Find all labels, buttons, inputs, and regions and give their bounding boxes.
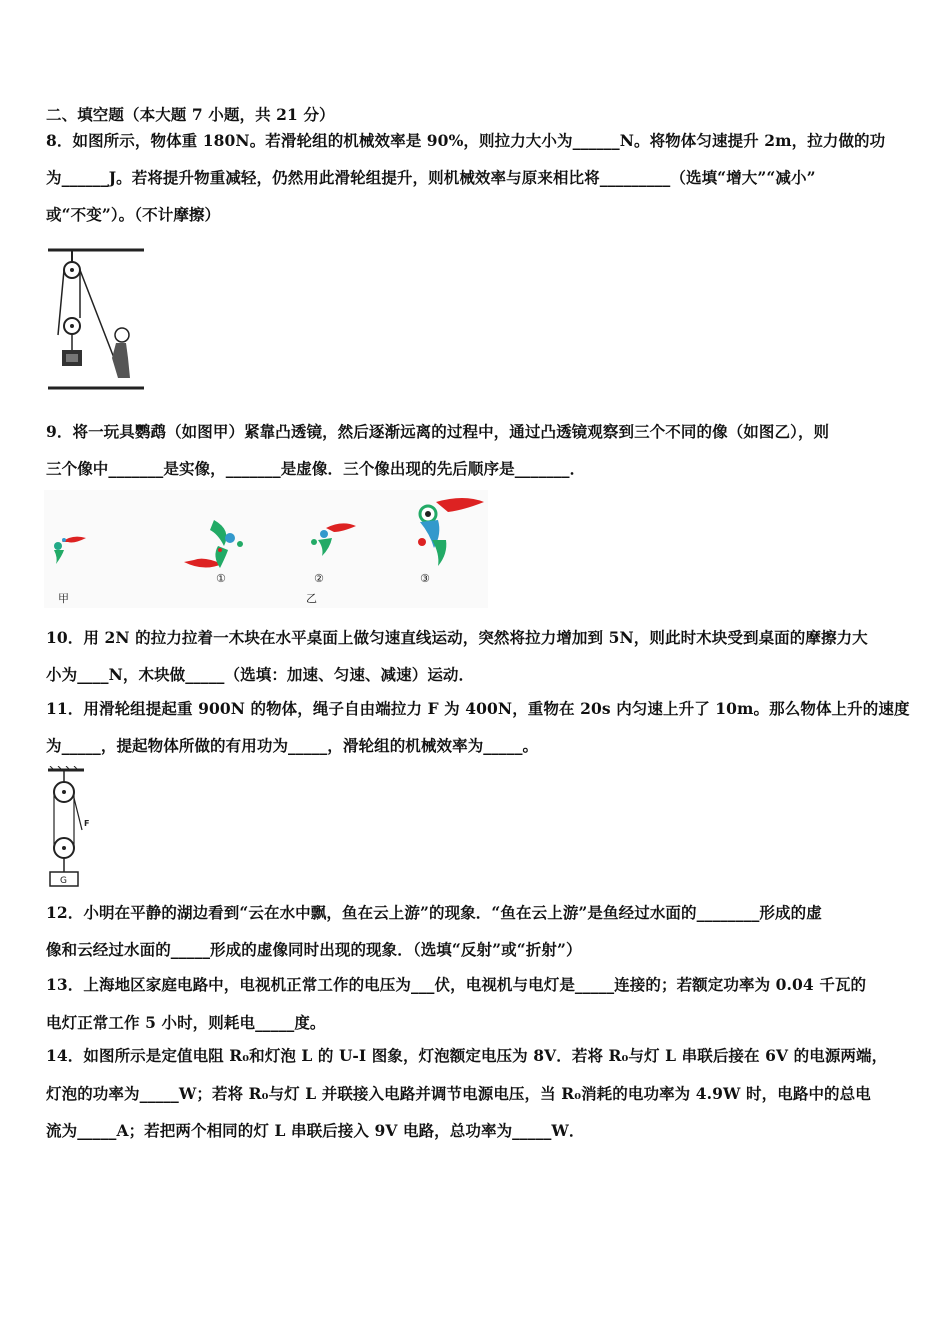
- q9-line-2: 三个像中_______是实像，_______是虚像．三个像出现的先后顺序是_______．: [46, 459, 586, 478]
- q14-line-1: 14．如图所示是定值电阻 R₀和灯泡 L 的 U-I 图象，灯泡额定电压为 8V．若将 R₀与灯 L 串联后接在 6V 的电源两端，: [46, 1046, 888, 1065]
- q9-line-1: 9．将一玩具鹦鹉（如图甲）紧靠凸透镜，然后逐渐远离的过程中，通过凸透镜观察到三个不同的像（如图乙），则: [46, 422, 830, 441]
- q13-line-1: 13．上海地区家庭电路中，电视机正常工作的电压为___伏，电视机与电灯是_____连接的；若额定功率为 0.04 千瓦的: [46, 975, 867, 994]
- fig-label-yi: 乙: [306, 592, 317, 605]
- q14-line-3: 流为_____A；若把两个相同的灯 L 串联后接入 9V 电路，总功率为_____W．: [46, 1121, 585, 1140]
- q10-line-1: 10．用 2N 的拉力拉着一木块在水平桌面上做匀速直线运动，突然将拉力增加到 5N，则此时木块受到桌面的摩擦力大: [46, 628, 868, 647]
- q8-line-1: 8．如图所示，物体重 180N。若滑轮组的机械效率是 90%，则拉力大小为______N。将物体匀速提升 2m，拉力做的功: [46, 131, 886, 150]
- q11-line-1: 11．用滑轮组提起重 900N 的物体，绳子自由端拉力 F 为 400N，重物在 20s 内匀速上升了 10m。那么物体上升的速度: [46, 699, 910, 718]
- force-label: F: [84, 819, 90, 828]
- q14-line-2: 灯泡的功率为_____W；若将 R₀与灯 L 并联接入电路并调节电源电压，当 R₀消耗的电功率为 4.9W 时，电路中的总电: [46, 1084, 871, 1103]
- image-label-2: ②: [314, 572, 324, 585]
- image-label-3: ③: [420, 572, 430, 585]
- pulley-person-figure: [46, 240, 146, 395]
- q12-line-1: 12．小明在平静的湖边看到“云在水中飘，鱼在云上游”的现象．“鱼在云上游”是鱼经过水面的________形成的虚: [46, 903, 822, 922]
- q8-line-3: 或“不变”）。（不计摩擦）: [46, 205, 221, 224]
- image-label-1: ①: [216, 572, 226, 585]
- weight-label: G: [60, 876, 67, 886]
- q12-line-2: 像和云经过水面的_____形成的虚像同时出现的现象．（选填“反射”或“折射”）: [46, 940, 582, 959]
- pulley-system-figure: [46, 766, 106, 888]
- parrot-images-figure: [44, 490, 488, 608]
- q13-line-2: 电灯正常工作 5 小时，则耗电_____度。: [46, 1013, 326, 1032]
- section-heading: 二、填空题（本大题 7 小题，共 21 分）: [46, 105, 335, 124]
- q8-line-2: 为______J。若将提升物重减轻，仍然用此滑轮组提升，则机械效率与原来相比将_________（选填“增大”“减小”: [46, 168, 816, 187]
- q11-line-2: 为_____，提起物体所做的有用功为_____，滑轮组的机械效率为_____。: [46, 736, 539, 755]
- fig-label-jia: 甲: [58, 592, 69, 605]
- q10-line-2: 小为____N，木块做_____（选填：加速、匀速、减速）运动．: [46, 665, 475, 684]
